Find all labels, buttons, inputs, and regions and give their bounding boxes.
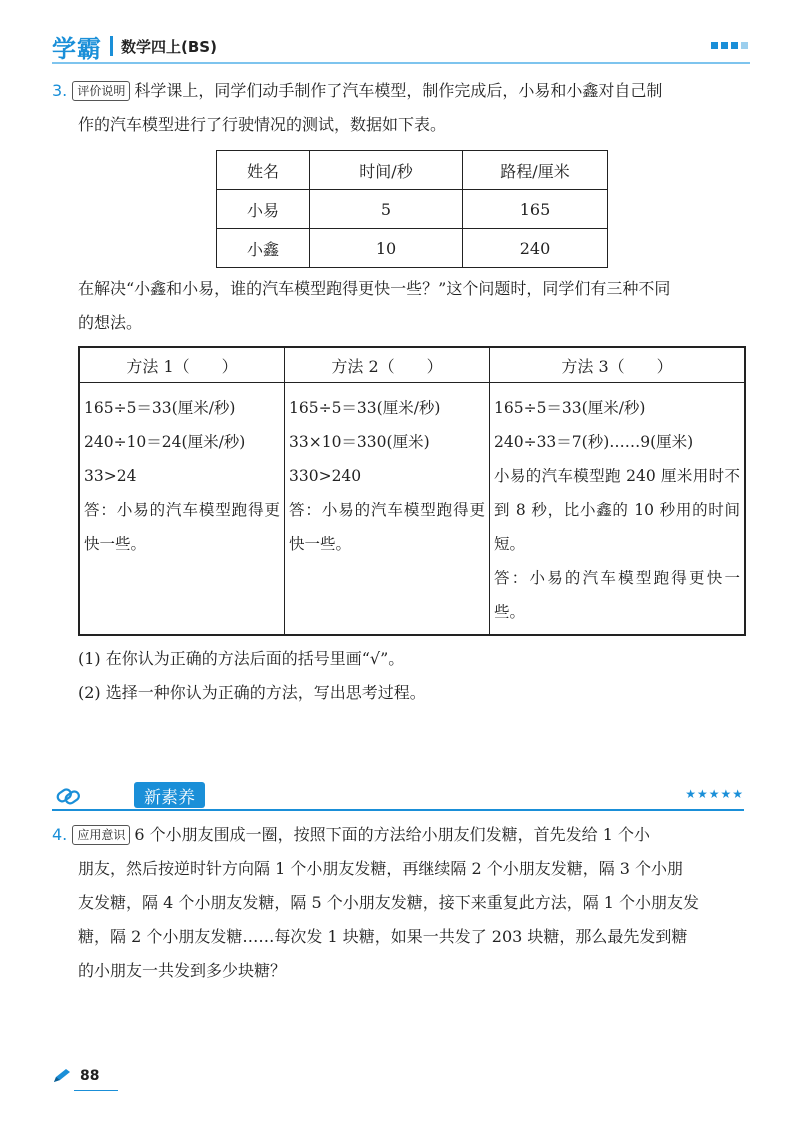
- method-answer: 答：小易的汽车模型跑得更快一些。: [289, 501, 485, 553]
- table-cell: 小易: [217, 190, 310, 229]
- method-1-body: [80, 383, 284, 561]
- table-row: [217, 190, 608, 229]
- table-row: [217, 229, 608, 268]
- header-brand: [52, 30, 217, 62]
- book-subject: 数学四上(BS): [121, 37, 217, 56]
- header-rule: [52, 62, 750, 64]
- q4-line: 的小朋友一共发到多少块糖？: [78, 961, 287, 980]
- method-3-column: [490, 348, 744, 634]
- footer-rule: [74, 1090, 118, 1091]
- q3-number: 3.: [52, 81, 68, 100]
- section-title: 新素养: [134, 782, 205, 808]
- q4-line: 朋友，然后按逆时针方向隔 1 个小朋友发糖，再继续隔 2 个小朋友发糖，隔 3 个小朋: [78, 859, 684, 878]
- q3-question-line2: 的想法。: [78, 313, 143, 332]
- method-line: 240÷33＝7(秒)……9(厘米): [494, 433, 694, 451]
- section-header: [52, 781, 744, 811]
- q3-sub1: (1) 在你认为正确的方法后面的括号里画“√”。: [78, 649, 405, 668]
- q4-line: 友发糖，隔 4 个小朋友发糖，隔 5 个小朋友发糖，接下来重复此方法，隔 1 个小朋友发: [78, 893, 700, 912]
- table-cell: 240: [463, 229, 608, 268]
- q3-sub2: (2) 选择一种你认为正确的方法，写出思考过程。: [78, 683, 426, 702]
- q3-data-table: [216, 150, 608, 268]
- method-line: 330>240: [289, 467, 362, 485]
- q3-intro-line1: 科学课上，同学们动手制作了汽车模型，制作完成后，小易和小鑫对自己制: [134, 81, 663, 100]
- method-2-body: [285, 383, 489, 561]
- q4-line: 糖，隔 2 个小朋友发糖……每次发 1 块糖，如果一共发了 203 块糖，那么最先发到糖: [78, 927, 688, 946]
- brand-logo: 学霸: [52, 34, 102, 63]
- difficulty-stars: ★★★★★: [685, 787, 744, 801]
- method-3-body: [490, 383, 744, 629]
- method-2-title: 方法 2（ ）: [285, 348, 489, 383]
- table-cell: 10: [310, 229, 463, 268]
- q4-text: [52, 818, 752, 988]
- table-cell: 小鑫: [217, 229, 310, 268]
- table-header-cell: 时间/秒: [310, 151, 463, 190]
- pencil-icon: [52, 1068, 72, 1084]
- q3-question-line1: 在解决“小鑫和小易，谁的汽车模型跑得更快一些？”这个问题时，同学们有三种不同: [78, 279, 671, 298]
- q3-subquestions: [78, 642, 738, 710]
- method-explanation: 小易的汽车模型跑 240 厘米用时不到 8 秒，比小鑫的 10 秒用的时间短。: [494, 467, 740, 553]
- methods-table: [78, 346, 746, 636]
- header-decoration: [711, 42, 748, 49]
- method-line: 33>24: [84, 467, 137, 485]
- q3-intro-line2: 作的汽车模型进行了行驶情况的测试，数据如下表。: [78, 115, 447, 134]
- method-line: 165÷5＝33(厘米/秒): [289, 399, 441, 417]
- method-line: 33×10＝330(厘米): [289, 433, 430, 451]
- q3-tag: 评价说明: [72, 81, 130, 101]
- logo-divider: [110, 36, 113, 56]
- q3-question: [78, 272, 748, 340]
- q4-number: 4.: [52, 825, 68, 844]
- q4-line: 6 个小朋友围成一圈，按照下面的方法给小朋友们发糖，首先发给 1 个小: [134, 825, 650, 844]
- method-line: 240÷10＝24(厘米/秒): [84, 433, 246, 451]
- method-3-title: 方法 3（ ）: [490, 348, 744, 383]
- table-header-row: [217, 151, 608, 190]
- method-2-column: [285, 348, 490, 634]
- page-footer: [52, 1068, 99, 1084]
- table-header-cell: 姓名: [217, 151, 310, 190]
- table-cell: 165: [463, 190, 608, 229]
- method-answer: 答：小易的汽车模型跑得更快一些。: [84, 501, 280, 553]
- table-header-cell: 路程/厘米: [463, 151, 608, 190]
- page-number: 88: [80, 1068, 100, 1084]
- method-1-column: [80, 348, 285, 634]
- q3-intro: [52, 74, 752, 142]
- q4-tag: 应用意识: [72, 825, 130, 845]
- method-1-title: 方法 1（ ）: [80, 348, 284, 383]
- link-icon: [56, 785, 80, 807]
- method-answer: 答：小易的汽车模型跑得更快一些。: [494, 569, 740, 621]
- table-cell: 5: [310, 190, 463, 229]
- method-line: 165÷5＝33(厘米/秒): [494, 399, 646, 417]
- method-line: 165÷5＝33(厘米/秒): [84, 399, 236, 417]
- section-rule: [52, 809, 744, 811]
